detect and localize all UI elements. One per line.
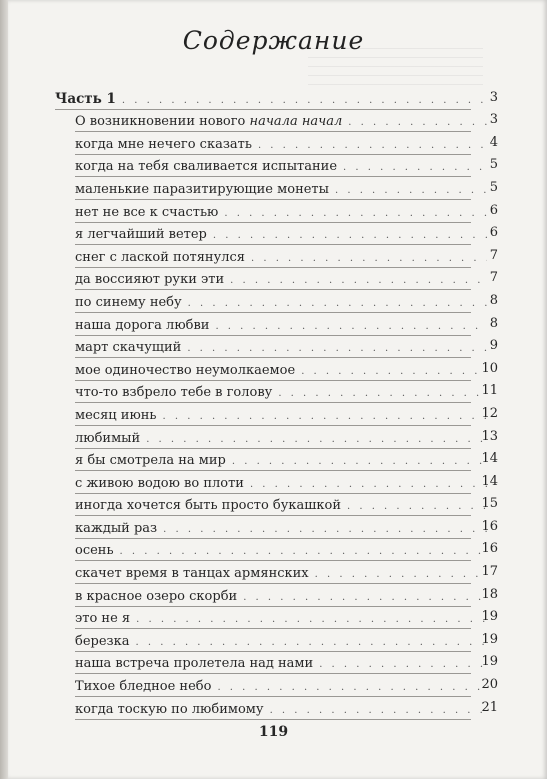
toc-entry-line [75,159,487,174]
entry-rule [75,335,471,336]
dot-leader [301,366,487,377]
toc-entry [0,246,547,269]
table-of-contents [0,88,547,721]
entry-rule [55,109,471,110]
dot-leader [348,117,487,128]
toc-page-number: 13 [481,428,498,444]
page-title: Содержание [182,26,365,55]
dot-leader [278,388,487,399]
entry-rule [75,696,471,697]
toc-entry-title: маленькие паразитирующие монеты [75,181,329,197]
dot-leader [217,682,487,693]
toc-entry-title: да воссияют руки эти [75,272,225,288]
toc-entry-line [75,363,487,378]
toc-page-number: 10 [481,360,498,376]
toc-entry [0,269,547,292]
toc-page-number: 16 [481,518,498,534]
toc-page-number: 9 [489,338,498,354]
entry-rule [75,719,471,720]
toc-page-number: 8 [489,315,498,331]
toc-entry-title: мое одиночество неумолкаемое [75,362,296,378]
toc-entry-line [75,702,487,717]
toc-page-number: 19 [481,631,498,647]
toc-entry [0,495,547,518]
toc-page-number: 5 [489,179,498,195]
dot-leader [187,343,487,354]
toc-page-number: 18 [481,586,498,602]
dot-leader [163,524,487,535]
toc-entry [0,472,547,495]
entry-rule [75,470,471,471]
dot-leader [251,253,487,264]
entry-rule [75,628,471,629]
toc-entry-line [75,543,487,558]
toc-entry-line [75,656,487,671]
toc-entry-line [75,205,487,220]
toc-entry [0,382,547,405]
toc-entry-title: наша встреча пролетела над нами [75,656,314,672]
toc-entry [0,562,547,585]
dot-leader [230,275,487,286]
entry-rule [75,154,471,155]
dot-leader [258,140,487,151]
toc-entry-line [75,318,487,333]
dot-leader [232,456,487,467]
entry-rule [75,515,471,516]
toc-entry-line [75,137,487,152]
dot-leader [146,434,487,445]
toc-entry-line [75,385,487,400]
toc-entry [0,517,547,540]
toc-entry-title: Тихое бледное небо [75,679,212,695]
toc-entry [0,291,547,314]
toc-entry [0,133,547,156]
toc-entry [0,450,547,473]
page-number: 119 [258,724,289,740]
toc-page-number: 8 [489,292,498,308]
entry-rule [75,560,471,561]
toc-page-number: 7 [489,270,498,286]
toc-entry-title [75,114,342,129]
toc-entry [0,653,547,676]
toc-entry-title: нет не все к счастью [75,204,219,220]
dot-leader [343,162,487,173]
dot-leader [188,298,487,309]
toc-entry-title: когда на тебя сваливается испытание [75,159,338,175]
toc-page-number: 11 [481,383,498,399]
toc-entry-line [75,408,487,423]
dot-leader [136,637,487,648]
toc-entry [0,314,547,337]
toc-page-number: 14 [481,451,498,467]
toc-entry [0,359,547,382]
toc-entry-line [55,91,487,107]
entry-rule [75,493,471,494]
dot-leader [215,321,487,332]
dot-leader [315,569,487,580]
toc-entry-title: любимый [75,430,141,446]
toc-page-number: 21 [481,699,498,715]
toc-entry-line [75,340,487,355]
toc-entry-title: когда мне нечего сказать [75,136,252,152]
entry-rule [75,380,471,381]
entry-rule [75,651,471,652]
entry-rule [75,357,471,358]
toc-entry-title: я легчайший ветер [75,227,207,243]
entry-rule [75,222,471,223]
toc-entry-title: снег с лаской потянулся [75,249,245,265]
toc-entry [0,156,547,179]
toc-entry [0,201,547,224]
toc-entry-line [75,611,487,626]
toc-entry-title: месяц июнь [75,407,157,423]
dot-leader [270,705,487,716]
toc-page-number: 3 [489,89,498,105]
toc-entry-title: Часть 1 [55,90,116,107]
toc-entry [0,585,547,608]
toc-page-number: 6 [489,202,498,218]
dot-leader [213,230,487,241]
toc-entry-line [75,295,487,310]
dot-leader [250,479,487,490]
toc-page-number: 12 [481,405,498,421]
toc-entry-title: березка [75,633,130,649]
toc-entry-title: когда тоскую по любимому [75,701,264,717]
toc-entry-line [75,498,487,513]
entry-rule [75,606,471,607]
toc-page-number: 14 [481,473,498,489]
toc-page-number: 19 [481,654,498,670]
toc-entry-title: в красное озеро скорби [75,588,238,604]
toc-entry [0,337,547,360]
dot-leader [163,411,487,422]
dot-leader [122,95,487,106]
toc-page-number: 20 [481,677,498,693]
entry-rule [75,176,471,177]
entry-rule [75,244,471,245]
toc-entry-line [75,182,487,197]
toc-entry [0,178,547,201]
entry-rule [75,199,471,200]
toc-entry-title: наша дорога любви [75,317,210,333]
toc-entry-line [75,227,487,242]
toc-entry-title: осень [75,543,114,559]
toc-page-number: 19 [481,609,498,625]
toc-entry-line [75,250,487,265]
toc-entry-line [75,634,487,649]
toc-entry [0,404,547,427]
toc-entry-line [75,114,487,129]
toc-entry-title-text: О возникновении нового [75,114,250,130]
toc-page-number: 3 [489,112,498,128]
toc-entry-line [75,679,487,694]
entry-rule [75,448,471,449]
dot-leader [224,208,487,219]
toc-entry-line [75,272,487,287]
toc-entry-title: с живою водою во плоти [75,475,244,491]
toc-entry [0,111,547,134]
toc-entry-line [75,521,487,536]
toc-entry [0,427,547,450]
toc-page-number: 5 [489,157,498,173]
toc-entry [0,630,547,653]
toc-page-number: 7 [489,247,498,263]
toc-entry [0,698,547,721]
toc-entry-title: я бы смотрела на мир [75,453,226,469]
entry-rule [75,312,471,313]
toc-entry-line [75,431,487,446]
toc-entry-title: каждый раз [75,520,158,536]
dot-leader [347,501,487,512]
toc-entry-title: по синему небу [75,294,182,310]
entry-rule [75,583,471,584]
entry-rule [75,425,471,426]
entry-rule [75,131,471,132]
toc-entry [0,608,547,631]
dot-leader [319,659,487,670]
toc-entry-title: это не я [75,611,131,627]
toc-entry [0,224,547,247]
toc-entry [0,540,547,563]
toc-page-number: 16 [481,541,498,557]
toc-page-number: 6 [489,225,498,241]
toc-entry-line [75,589,487,604]
dot-leader [136,614,487,625]
toc-page-number: 4 [489,134,498,150]
dot-leader [243,592,487,603]
toc-part-heading [0,88,547,111]
toc-entry-title-italic: начала начал [249,114,343,130]
dot-leader [335,185,487,196]
toc-page-number: 17 [481,564,498,580]
toc-entry-title: что-то взбрело тебе в голову [75,385,273,401]
toc-entry-line [75,476,487,491]
toc-entry-line [75,566,487,581]
toc-entry-title: март скачущий [75,340,182,356]
toc-entry-line [75,453,487,468]
toc-entry-title: скачет время в танцах армянских [75,566,309,582]
toc-page-number: 15 [481,496,498,512]
toc-entry-title: иногда хочется быть просто букашкой [75,498,341,514]
entry-rule [75,267,471,268]
dot-leader [120,546,487,557]
entry-rule [75,289,471,290]
entry-rule [75,538,471,539]
toc-entry [0,675,547,698]
entry-rule [75,402,471,403]
entry-rule [75,673,471,674]
